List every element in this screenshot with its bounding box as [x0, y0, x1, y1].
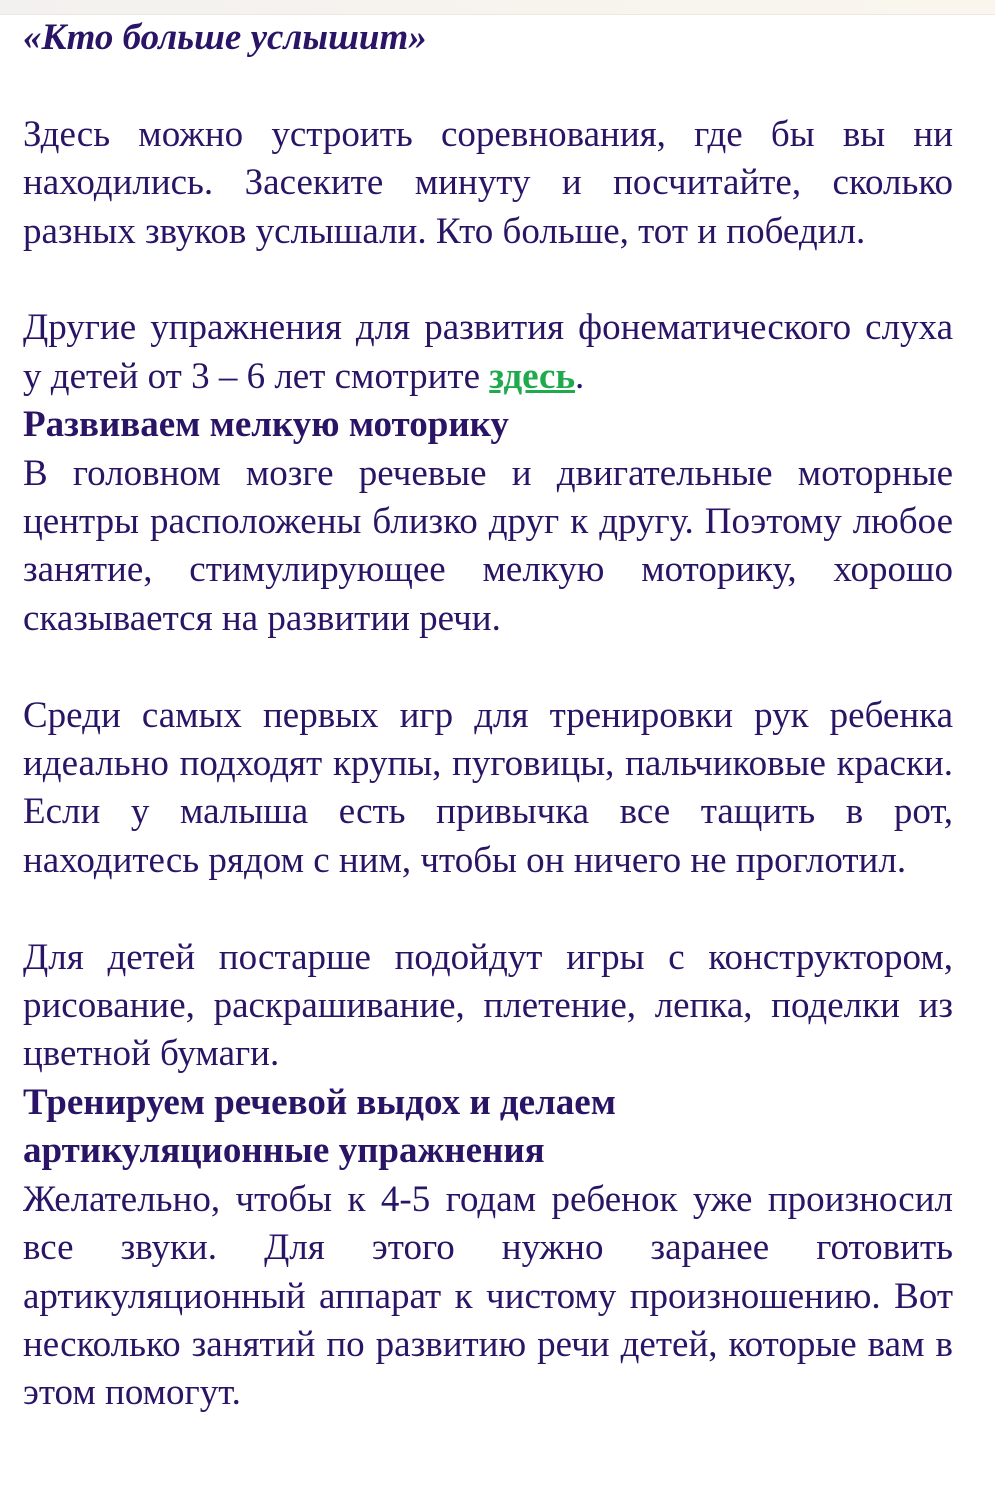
heading-speech-breath: Тренируем речевой выдох и делаем артикуляционные упражнения: [23, 1081, 616, 1172]
spacer: [23, 643, 953, 691]
spacer: [23, 885, 953, 933]
game-title: «Кто больше услышит»: [23, 17, 427, 58]
more-exercises-text: Другие упражнения для развития фонематического слуха у детей от 3 – 6 лет смотрите: [23, 307, 953, 397]
more-exercises-end: .: [575, 355, 585, 397]
article-body: [23, 14, 953, 1418]
top-strip: [0, 0, 995, 15]
more-exercises-link[interactable]: здесь: [489, 355, 576, 397]
motor-paragraph-2: Среди самых первых игр для тренировки рук ребенка идеально подходят крупы, пуговицы, пальчиковые краски. Если у малыша есть привычка все тащить в рот, находитесь рядом с ним, чтобы он ничего не проглотил.: [23, 694, 953, 881]
spacer: [23, 62, 953, 110]
game-description: Здесь можно устроить соревнования, где бы вы ни находились. Засеките минуту и посчитайте, сколько разных звуков услышали. Кто больше, тот и победил.: [23, 113, 953, 252]
breath-paragraph-1: Желательно, чтобы к 4-5 годам ребенок уже произносил все звуки. Для этого нужно заранее готовить артикуляционный аппарат к чистому произношению. Вот несколько занятий по развитию речи детей, которые вам в этом помогут.: [23, 1178, 953, 1414]
motor-paragraph-3: Для детей постарше подойдут игры с конструктором, рисование, раскрашивание, плетение, лепка, поделки из цветной бумаги.: [23, 936, 953, 1075]
spacer: [23, 256, 953, 304]
heading-fine-motor: Развиваем мелкую моторику: [23, 404, 509, 446]
motor-paragraph-1: В головном мозге речевые и двигательные моторные центры расположены близко друг к другу. Поэтому любое занятие, стимулирующее мелкую моторику, хорошо сказывается на развитии речи.: [23, 452, 953, 639]
more-exercises-paragraph: [23, 304, 953, 401]
